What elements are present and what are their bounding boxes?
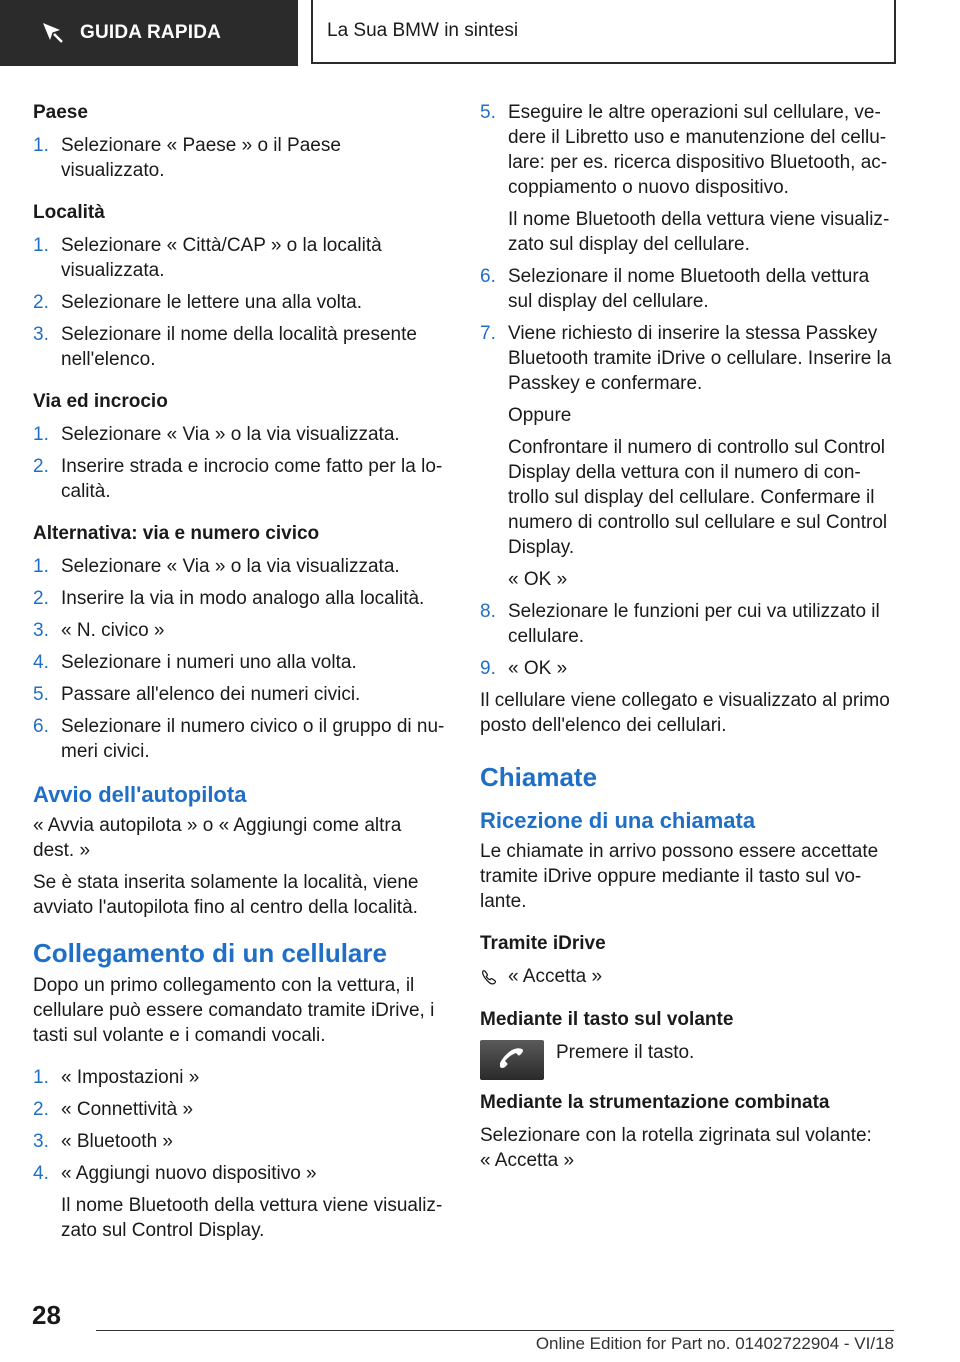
heading-avvio: Avvio dell'autopilota — [33, 782, 247, 807]
quick-guide-icon — [40, 20, 66, 46]
list-collegamento — [33, 1065, 445, 1186]
list-item: 1. Selezionare « Città/CAP » o la località visualizzata. — [33, 235, 382, 281]
subheading-via: Via ed incrocio — [33, 391, 168, 412]
subheading-idrive: Tramite iDrive — [480, 933, 606, 954]
subheading-strumentazione: Mediante la strumentazione combinata — [480, 1092, 830, 1113]
list-item: 7. Viene richiesto di inserire la stessa Passkey Bluetooth tramite iDrive o cellulare. Inserire la Passkey e confermare. — [480, 323, 892, 394]
chapter-label: La Sua BMW in sintesi — [327, 20, 519, 41]
paragraph: « Accetta » — [480, 1150, 575, 1171]
list-item: 1. Selezionare « Paese » o il Paese visualizzato. — [33, 135, 341, 181]
list-item: 3. « N. civico » — [33, 620, 165, 641]
list-item: 8. Selezionare le funzioni per cui va utilizzato il cellulare. — [480, 601, 880, 647]
accept-option[interactable]: « Accetta » — [508, 966, 603, 987]
section-tab[interactable] — [0, 0, 298, 66]
press-key-text: Premere il tasto. — [556, 1042, 695, 1063]
paragraph: Se è stata inserita solamente la località, viene avviato l'autopilota fino al centro della località. — [33, 872, 419, 918]
list-item: 4. « Aggiungi nuovo dispositivo » — [33, 1163, 317, 1184]
left-column — [33, 100, 445, 1250]
list-item: 5. Eseguire le altre operazioni sul cellulare, vedere il Libretto uso e manutenzione del cellulare: per es. ricerca dispositivo Bluetooth, accoppiamento o nuovo dispositivo. — [480, 102, 888, 198]
paragraph: « Avvia autopilota » o « Aggiungi come altra dest. » — [33, 815, 402, 861]
list-item: 9. « OK » — [480, 658, 568, 679]
subheading-alternativa: Alternativa: via e numero civico — [33, 523, 320, 544]
steering-wheel-phone-key — [480, 1040, 544, 1080]
list-alternativa — [33, 554, 445, 764]
paragraph: Le chiamate in arrivo possono essere accettate tramite iDrive oppure mediante il tasto sul volante. — [480, 841, 879, 912]
section-label: GUIDA RAPIDA — [80, 22, 222, 43]
steering-key-row — [480, 1040, 892, 1080]
paragraph: Dopo un primo collegamento con la vettura, il cellulare può essere comandato tramite iDrive, i tasti sul volante e i comandi vocali. — [33, 975, 435, 1046]
page-number: 28 — [32, 1300, 61, 1330]
list-item: 4. Selezionare i numeri uno alla volta. — [33, 652, 357, 673]
note: Confrontare il numero di controllo sul Control Display della vettura con il numero di controllo sul display del cellulare. Confermare il numero di controllo sul cellulare e sul Control Display. — [508, 437, 888, 558]
phone-icon — [480, 968, 498, 986]
heading-ricezione: Ricezione di una chiamata — [480, 808, 756, 833]
phone-handset-icon — [492, 1047, 532, 1073]
list-item: 6. Selezionare il nome Bluetooth della vettura sul display del cellulare. — [480, 266, 870, 312]
paragraph: Selezionare con la rotella zigrinata sul volante: — [480, 1125, 872, 1146]
idrive-row — [480, 964, 892, 989]
page-header — [0, 0, 960, 66]
right-column — [480, 100, 892, 1173]
edition-info: Online Edition for Part no. 01402722904 - VI/18 — [535, 1334, 894, 1353]
note: Oppure — [508, 405, 572, 426]
list-item: 2. Inserire strada e incrocio come fatto per la località. — [33, 456, 443, 502]
list-item: 2. Inserire la via in modo analogo alla località. — [33, 588, 425, 609]
note: Il nome Bluetooth della vettura viene visualizzato sul display del cellulare. — [508, 209, 890, 255]
paragraph: Il cellulare viene collegato e visualizzato al primo posto dell'elenco dei cellulari. — [480, 690, 890, 736]
footer-divider — [96, 1330, 894, 1331]
note: Il nome Bluetooth della vettura viene visualizzato sul Control Display. — [61, 1195, 443, 1241]
list-item: 3. « Bluetooth » — [33, 1131, 173, 1152]
list-localita — [33, 233, 445, 372]
list-item: 2. « Connettività » — [33, 1099, 194, 1120]
list-via — [33, 422, 445, 504]
list-item: 2. Selezionare le lettere una alla volta. — [33, 292, 363, 313]
subheading-volante: Mediante il tasto sul volante — [480, 1009, 734, 1030]
heading-chiamate: Chiamate — [480, 762, 598, 792]
subheading-paese: Paese — [33, 102, 88, 123]
list-collegamento-continued — [480, 100, 892, 200]
subheading-localita: Località — [33, 202, 105, 223]
list-item: 1. « Impostazioni » — [33, 1067, 200, 1088]
list-item: 6. Selezionare il numero civico o il gruppo di numeri civici. — [33, 716, 445, 762]
list-item: 3. Selezionare il nome della località presente nell'elenco. — [33, 324, 417, 370]
heading-collegamento: Collegamento di un cellulare — [33, 938, 387, 968]
list-item: 1. Selezionare « Via » o la via visualizzata. — [33, 556, 400, 577]
chapter-tab[interactable] — [311, 0, 896, 64]
note: « OK » — [508, 569, 568, 590]
list-paese — [33, 133, 445, 183]
list-item: 5. Passare all'elenco dei numeri civici. — [33, 684, 361, 705]
list-item: 1. Selezionare « Via » o la via visualizzata. — [33, 424, 400, 445]
